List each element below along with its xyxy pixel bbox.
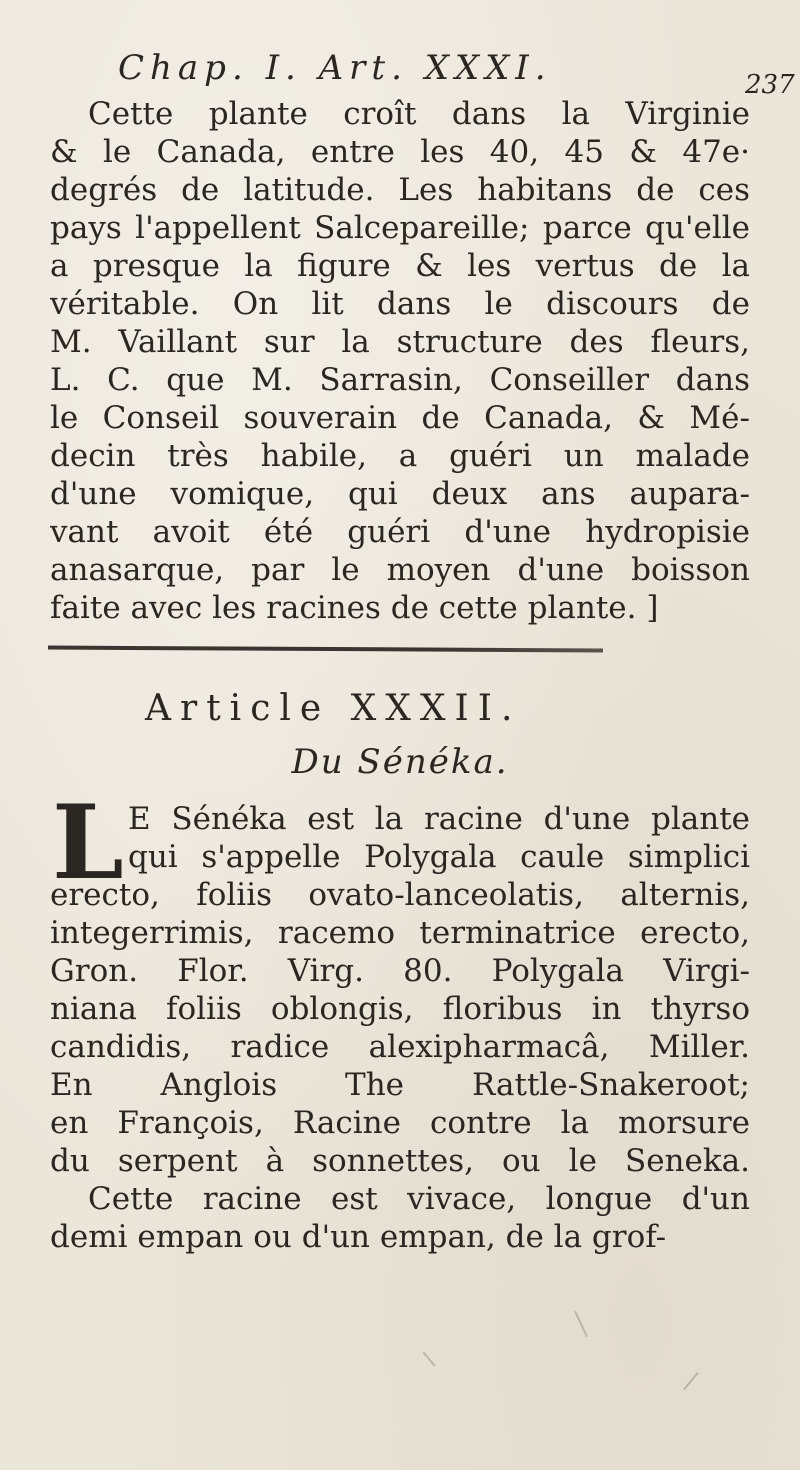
text-line: decin très habile, a guéri un malade (50, 438, 750, 474)
text-line: véritable. On lit dans le discours de (50, 286, 750, 322)
text-block-1 (50, 95, 750, 627)
text-line: demi empan ou d'un empan, de la grof- (50, 1219, 667, 1255)
text-line: qui s'appelle Polygala caule simplici (128, 839, 750, 875)
text-line: du serpent à sonnettes, ou le Seneka. (50, 1143, 750, 1179)
paper-mark (422, 1351, 435, 1366)
text-line: Cette racine est vivace, longue d'un (88, 1181, 750, 1217)
running-head: Chap. I. Art. XXXI. (118, 48, 552, 88)
text-line: L. C. que M. Sarrasin, Conseiller dans (50, 362, 750, 398)
page-number: 237 (745, 70, 795, 100)
text-line: le Conseil souverain de Canada, & Mé- (50, 400, 750, 436)
text-line: vant avoit été guéri d'une hydropisie (50, 514, 750, 550)
paper-mark (574, 1311, 588, 1337)
paper-mark (683, 1372, 699, 1390)
article-subheading: Du Sénéka. (291, 742, 509, 782)
drop-cap: L (52, 783, 124, 903)
text-line: & le Canada, entre les 40, 45 & 47e· (50, 134, 750, 170)
text-line: d'une vomique, qui deux ans aupara- (50, 476, 750, 512)
section-divider (48, 646, 603, 653)
text-line: erecto, foliis ovato-lanceolatis, alternis, (50, 877, 750, 913)
article-heading: Article XXXII. (145, 688, 522, 729)
text-line: faite avec les racines de cette plante. ] (50, 590, 659, 626)
text-line: Gron. Flor. Virg. 80. Polygala Virgi- (50, 953, 750, 989)
text-line: Cette plante croît dans la Virginie (88, 96, 750, 132)
text-line: candidis, radice alexipharmacâ, Miller. (50, 1029, 750, 1065)
text-line: En Anglois The Rattle-Snakeroot; (50, 1067, 750, 1103)
text-line: M. Vaillant sur la structure des fleurs, (50, 324, 750, 360)
text-line: integerrimis, racemo terminatrice erecto, (50, 915, 750, 951)
text-line: a presque la figure & les vertus de la (50, 248, 750, 284)
text-line: niana foliis oblongis, floribus in thyrso (50, 991, 750, 1027)
text-line: degrés de latitude. Les habitans de ces (50, 172, 750, 208)
text-line: pays l'appellent Salcepareille; parce qu'elle (50, 210, 750, 246)
text-line: E Sénéka est la racine d'une plante (128, 801, 750, 837)
article-body (50, 783, 750, 1256)
text-line: anasarque, par le moyen d'une boisson (50, 552, 750, 588)
text-line: en François, Racine contre la morsure (50, 1105, 750, 1141)
